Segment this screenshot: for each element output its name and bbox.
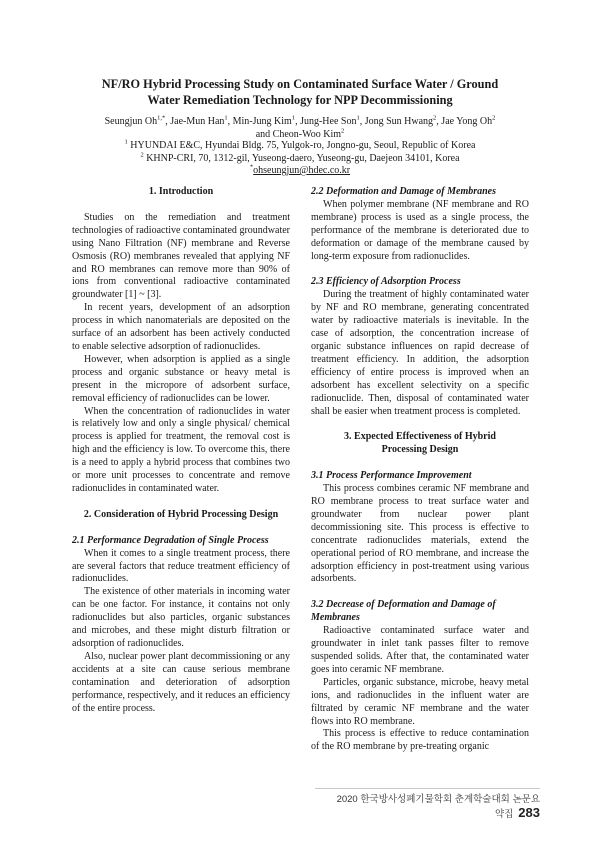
section-1-heading: 1. Introduction [148,186,214,197]
footer-divider [315,788,540,789]
author-6: , Jae Yong Oh [436,116,493,127]
subsection-2-3-heading: 2.3 Efficiency of Adsorption Process [311,276,461,288]
author-2-sup: 1 [224,114,228,122]
affiliation-1 [40,140,560,153]
proceedings-title: 2020 한국방사성폐기물학회 춘계학술대회 논문요약집 [336,794,540,820]
subsection-2-1-heading: 2.1 Performance Degradation of Single Process [72,534,269,546]
affiliations [40,140,560,178]
author-list [40,116,560,141]
affiliation-1-sup: 1 [124,138,128,146]
section-3-heading-line-2: Processing Design [381,444,459,456]
paragraph: When polymer membrane (NF membrane and RO membrane) process is used as a single process, the performance of the membrane is deteriorated due to deformation or damage of the membrane caused by long-term exposure from radionuclides. [311,198,529,262]
left-column [72,186,290,715]
subsection-3-2-heading: 3.2 Decrease of Deformation and Damage of Membranes [311,599,496,624]
paragraph: Radioactive contaminated surface water and groundwater in inlet tank passes filter to remove suspended solids. After that, the contaminated water goes into ceramic NF membrane. [311,625,529,675]
author-3: , Min-Jung Kim [227,116,292,127]
paragraph: Particles, organic substance, microbe, heavy metal ions, and radionuclides in the influent water are filtrated by ceramic NF membrane and the water flows into RO membrane. [311,676,529,727]
section-3-heading-line-1: 3. Expected Effectiveness of Hybrid [344,431,496,443]
paragraph: When the concentration of radionuclides in water is relatively low and only a single physical/ chemical process is applied for treatment, the removal cost is high and the efficiency is low. To overcome this, there is a need to apply a hybrid process that combines two or more unit processes to concentrate and remove radionuclides in contaminated water. [72,405,290,494]
paragraph: The existence of other materials in incoming water can be one factor. For instance, it contains not only radionuclides but also particles, organic substances and microbes, and these might disturb filtration or adsorption of radionuclides. [72,586,290,649]
paragraph: When it comes to a single treatment process, there are several factors that reduce treatment efficiency of radionuclides. [72,547,290,585]
affiliation-1-text: HYUNDAI E&C, Hyundai Bldg. 75, Yulgok-ro, Jongno-gu, Seoul, Republic of Korea [127,140,476,151]
page-number: 283 [518,805,540,820]
author-3-sup: 1 [291,114,296,122]
author-7: and Cheon-Woo Kim [255,128,342,140]
author-1-sup: 1,* [157,114,166,122]
author-2: , Jae-Mun Han [165,116,225,127]
author-6-sup: 2 [492,114,496,122]
author-7-sup: 2 [341,127,345,135]
page-footer [330,791,540,820]
right-column [311,186,529,754]
paragraph: Also, nuclear power plant decommissioning or any accidents at a site can cause serious membrane contamination and deterioration of adsorption performance, respectively, and it reduces an efficiency of the entire process. [72,650,290,714]
paragraph: In recent years, development of an adsorption process in which nanomaterials are deposited on the surface of an adsorbent has been actively conducted to enable selective adsorption of radionuclides. [72,302,290,352]
author-4: , Jung-Hee Son [295,116,357,127]
title-line-2: Water Remediation Technology for NPP Decommissioning [147,93,453,107]
corresponding-email [40,165,560,178]
subsection-3-1-heading: 3.1 Process Performance Improvement [311,470,472,482]
paragraph: However, when adsorption is applied as a single process and organic substance or heavy metal is present in the micropore of adsorbent surface, removal efficiency of radionuclides can be lower. [72,353,290,404]
title-line-1: NF/RO Hybrid Processing Study on Contaminated Surface Water / Ground [101,77,499,91]
affiliation-2-sup: 2 [140,151,144,159]
section-2-heading: 2. Consideration of Hybrid Processing Design [83,508,279,520]
author-4-sup: 1 [356,114,360,122]
email-sup: * [249,163,254,171]
paragraph: This process is effective to reduce contamination of the RO membrane by pre-treating organic [311,728,529,753]
author-1: Seungjun Oh [104,116,158,127]
paragraph: During the treatment of highly contaminated water by NF and RO membrane, generating concentrated water by radioactive materials is inevitable. In the case of adsorption, the concentration increase of organic substance influences on rapid decrease of treatment efficiency. In addition, the adsorption efficiency of entire process is improved when an adsorbent has excellent selectivity on a specific radionuclide. Then, disposal of contaminated water shall be easier when treatment process is completed. [311,289,529,417]
author-5: , Jong Sun Hwang [359,116,434,127]
paper-title [60,76,540,108]
affiliation-2 [40,153,560,166]
email-link[interactable]: ohseungjun@hdec.co.kr [253,165,351,176]
paragraph: This process combines ceramic NF membrane and RO membrane process to treat surface water and groundwater from nuclear power plant decommissioning site. This process is effective to concentrate radionuclides materials, extend the operational period of RO membrane, and increase the adsorption efficiency in post-treatment using various adsorbents. [311,483,529,585]
affiliation-2-text: KHNP-CRI, 70, 1312-gil, Yuseong-daero, Yuseong-gu, Daejeon 34101, Korea [143,152,460,164]
subsection-2-2-heading: 2.2 Deformation and Damage of Membranes [311,186,496,197]
author-5-sup: 2 [433,114,437,122]
paragraph: Studies on the remediation and treatment technologies of radioactive contaminated groundwater using Nano Filtration (NF) membrane and Reverse Osmosis (RO) membranes revealed that applying NF and RO membranes can remove more than 90% of ions from conventional radioactive contaminated groundwater [1] ~ [3]. [72,211,290,301]
author-line-1 [40,116,560,129]
